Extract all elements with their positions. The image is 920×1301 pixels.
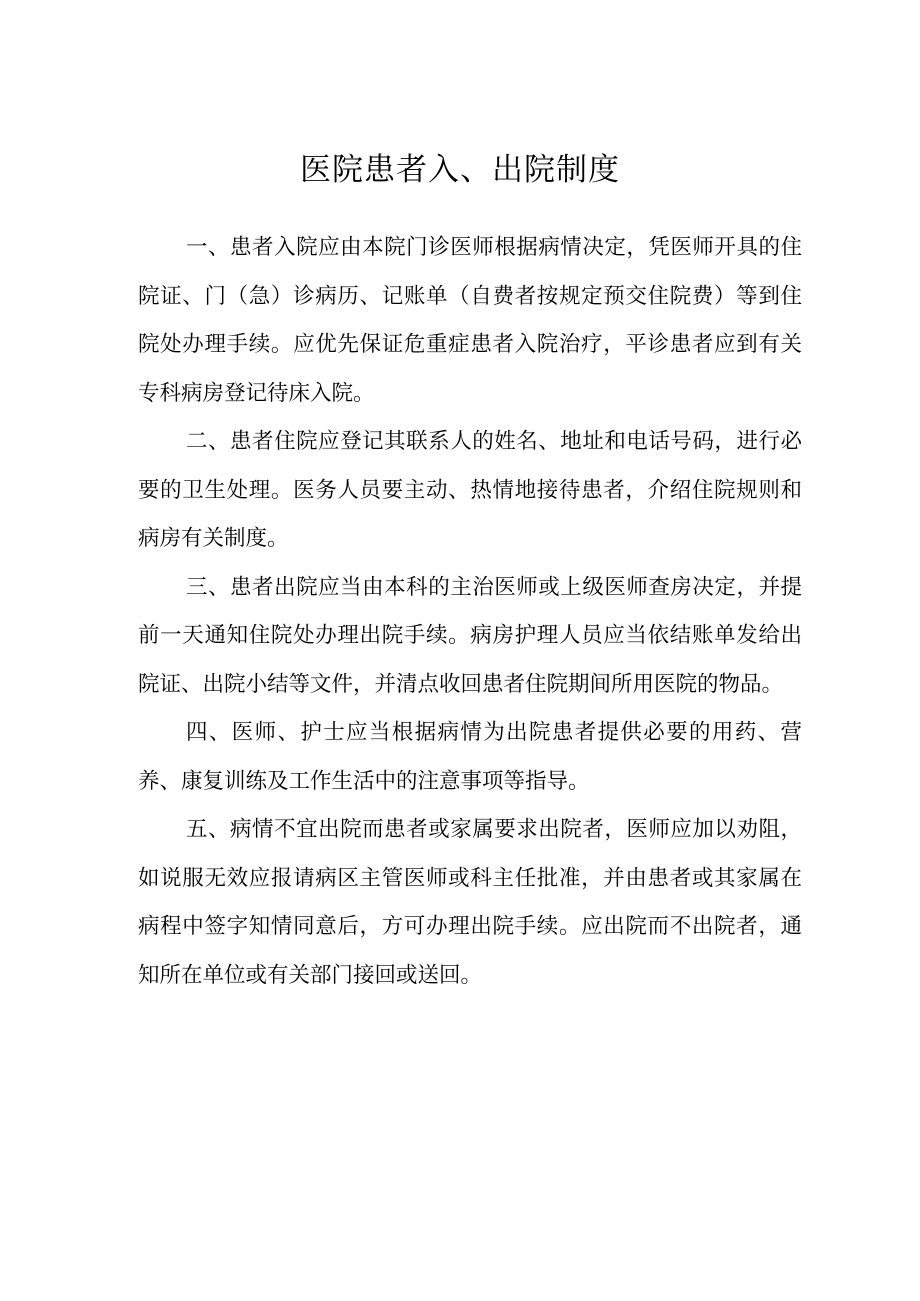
paragraph-4: 四、医师、护士应当根据病情为出院患者提供必要的用药、营养、康复训练及工作生活中的注意事项等指导。 bbox=[138, 720, 802, 794]
document-body bbox=[138, 224, 802, 1000]
document-title: 医院患者入、出院制度 bbox=[300, 152, 620, 188]
paragraph-2: 二、患者住院应登记其联系人的姓名、地址和电话号码，进行必要的卫生处理。医务人员要主动、热情地接待患者，介绍住院规则和病房有关制度。 bbox=[138, 429, 802, 551]
paragraph-1: 一、患者入院应由本院门诊医师根据病情决定，凭医师开具的住院证、门（急）诊病历、记账单（自费者按规定预交住院费）等到住院处办理手续。应优先保证危重症患者入院治疗，平诊患者应到有关专科病房登记待床入院。 bbox=[138, 235, 802, 406]
paragraph-3: 三、患者出院应当由本科的主治医师或上级医师查房决定，并提前一天通知住院处办理出院手续。病房护理人员应当依结账单发给出院证、出院小结等文件，并清点收回患者住院期间所用医院的物品。 bbox=[138, 574, 802, 697]
paragraph-5: 五、病情不宜出院而患者或家属要求出院者，医师应加以劝阻，如说服无效应报请病区主管医师或科主任批准，并由患者或其家属在病程中签字知情同意后，方可办理出院手续。应出院而不出院者，通知所在单位或有关部门接回或送回。 bbox=[138, 817, 802, 988]
